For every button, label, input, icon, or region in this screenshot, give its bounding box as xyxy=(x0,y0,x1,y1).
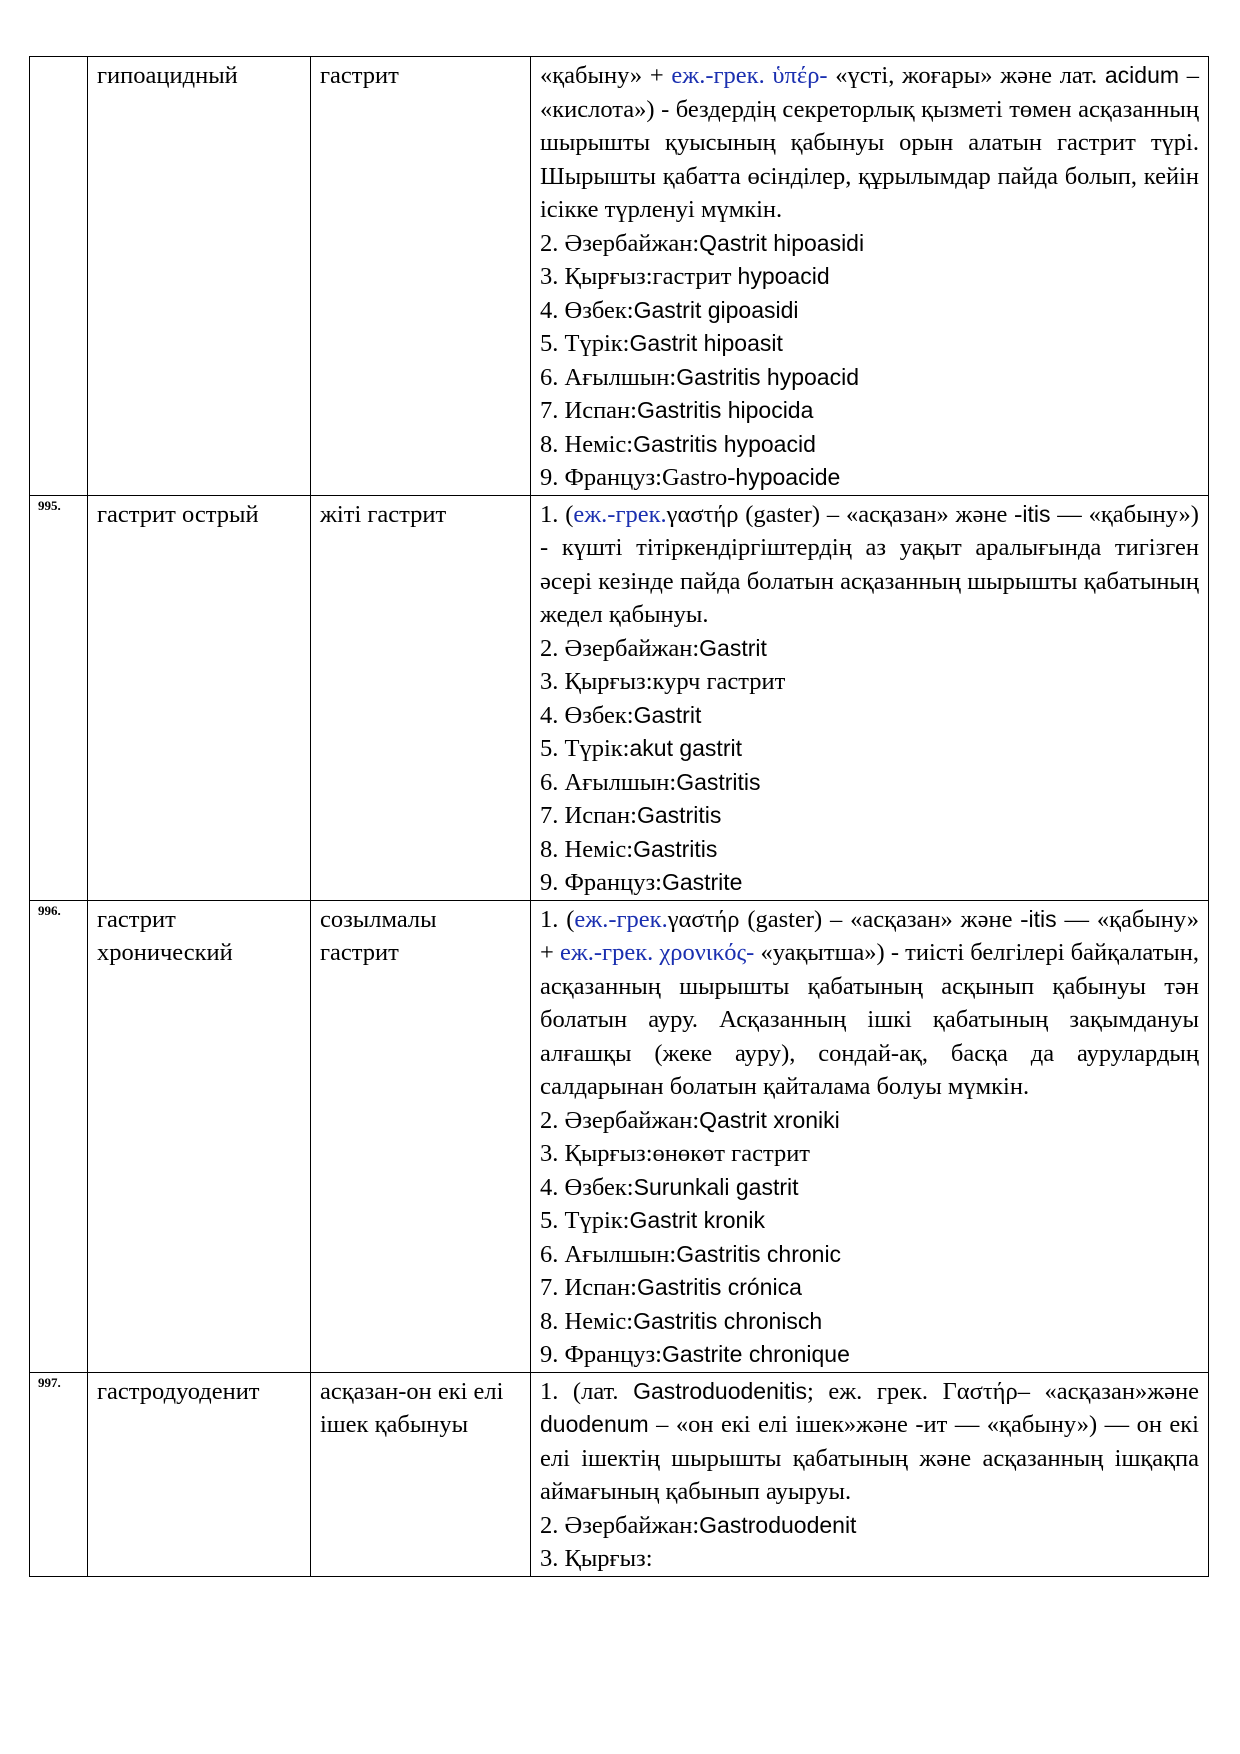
kazakh-term: гастрит xyxy=(311,57,531,496)
russian-term: гастрит острый xyxy=(88,495,311,900)
translation-line: 3. Қырғыз: xyxy=(540,1545,653,1572)
latin-term: duodenum xyxy=(540,1411,649,1437)
table-row xyxy=(30,900,1209,1372)
translation-line: 9. Француз:Gastrite chronique xyxy=(540,1341,850,1368)
translation-line: 9. Француз:Gastrite xyxy=(540,869,743,896)
entry-number xyxy=(30,57,88,496)
entry-number: 997. xyxy=(30,1372,88,1576)
definition-text: 1. (лат. Gastroduodenitis; еж. грек. Γαστήρ– «асқазан»және duodenum – «он екі елі ішек»және -ит — «қабыну») — он екі елі ішектің шырышты қабатының және асқазанның ішқақпа аймағының қабынып ауыруы. xyxy=(540,1377,1199,1505)
definition-cell xyxy=(531,57,1209,496)
latin-term: itis xyxy=(1022,500,1051,527)
translation-line: 4. Өзбек:Gastrit gipoasidi xyxy=(540,296,799,324)
translation-line: 5. Түрік:Gastrit kronik xyxy=(540,1207,765,1234)
definition-cell xyxy=(531,900,1209,1372)
greek-etymology: еж.-грек. χρονικός- xyxy=(559,939,755,966)
translation-line: 6. Ағылшын:Gastritis hypoacid xyxy=(540,363,859,391)
definition-text: 1. (еж.-грек.γαστήρ (gaster) – «асқазан» және -itis — «қабыну») - күшті тітіркендіргіштердің аз уақыт аралығында тигізген әсері кезінде пайда болатын асқазанның шырышты қабатының жедел қабынуы. xyxy=(540,500,1199,628)
russian-term: гастродуоденит xyxy=(88,1372,311,1576)
entry-number: 995. xyxy=(30,495,88,900)
translation-line: 6. Ағылшын:Gastritis chronic xyxy=(540,1240,842,1268)
entry-number: 996. xyxy=(30,900,88,1372)
kazakh-term: асқазан-он екі елі ішек қабынуы xyxy=(311,1372,531,1576)
translation-line: 6. Ағылшын:Gastritis xyxy=(540,768,761,796)
kazakh-term: созылмалы гастрит xyxy=(311,900,531,1372)
translation-line: 2. Әзербайжан:Gastrit xyxy=(540,634,767,662)
definition-text: «қабыну» + еж.-грек. ὑπέρ- «үсті, жоғары» және лат. acidum – «кислота») - бездердің секреторлық қызметі төмен асқазанның шырышты қуысының қабынуы орын алатын гастрит түрі. Шырышты қабатта өсінділер, құрылымдар пайда болып, кейін ісікке түрленуі мүмкін. xyxy=(540,62,1199,223)
kazakh-term: жіті гастрит xyxy=(311,495,531,900)
translation-line: 3. Қырғыз:өнөкөт гастрит xyxy=(540,1140,811,1167)
translation-line: 2. Әзербайжан:Gastroduodenit xyxy=(540,1511,857,1539)
latin-term: acidum xyxy=(1104,62,1180,88)
russian-term: гипоацидный xyxy=(88,57,311,496)
translation-line: 4. Өзбек:Surunkali gastrit xyxy=(540,1173,799,1201)
table-row xyxy=(30,1372,1209,1576)
translation-line: 7. Испан:Gastritis xyxy=(540,802,722,829)
translation-line: 3. Қырғыз:гастрит hypoacid xyxy=(540,263,830,290)
definition-text: 1. (еж.-грек.γαστήρ (gaster) – «асқазан» және -itis — «қабыну» + еж.-грек. χρονικός- «уақытша») - тиісті белгілері байқалатын, асқазанның шырышты қабатының асқынып қабынуы тән болатын ауру. Асқазанның ішкі қабатының зақымдануы алғашқы (жеке ауру), сондай-ақ, басқа да аурулардың салдарынан болатын қайталама болуы мүмкін. xyxy=(540,905,1199,1100)
table-row xyxy=(30,495,1209,900)
translation-line: 8. Неміс:Gastritis hypoacid xyxy=(540,430,816,458)
translation-line: 9. Француз:Gastro-hypoacide xyxy=(540,464,841,491)
greek-etymology: еж.-грек. xyxy=(573,500,667,528)
latin-term: Gastroduodenitis xyxy=(633,1377,807,1404)
translation-line: 8. Неміс:Gastritis chronisch xyxy=(540,1307,823,1335)
translation-line: 7. Испан:Gastritis crónica xyxy=(540,1274,802,1301)
translation-line: 3. Қырғыз:курч гастрит xyxy=(540,668,786,695)
greek-etymology: еж.-грек. ὑπέρ- xyxy=(671,62,828,89)
translation-line: 7. Испан:Gastritis hipocida xyxy=(540,397,814,424)
translation-line: 4. Өзбек:Gastrit xyxy=(540,701,702,729)
dictionary-table xyxy=(29,56,1209,1577)
table-row xyxy=(30,57,1209,496)
translation-line: 8. Неміс:Gastritis xyxy=(540,835,718,863)
russian-term: гастрит хронический xyxy=(88,900,311,1372)
greek-etymology: еж.-грек. xyxy=(574,905,668,933)
definition-cell xyxy=(531,495,1209,900)
translation-line: 2. Әзербайжан:Qastrit hipoasidi xyxy=(540,229,865,257)
translation-line: 5. Түрік:akut gastrit xyxy=(540,735,742,762)
latin-term: itis xyxy=(1028,905,1057,932)
translation-line: 5. Түрік:Gastrit hipoasit xyxy=(540,330,783,357)
definition-cell xyxy=(531,1372,1209,1576)
translation-line: 2. Әзербайжан:Qastrit xroniki xyxy=(540,1106,840,1134)
